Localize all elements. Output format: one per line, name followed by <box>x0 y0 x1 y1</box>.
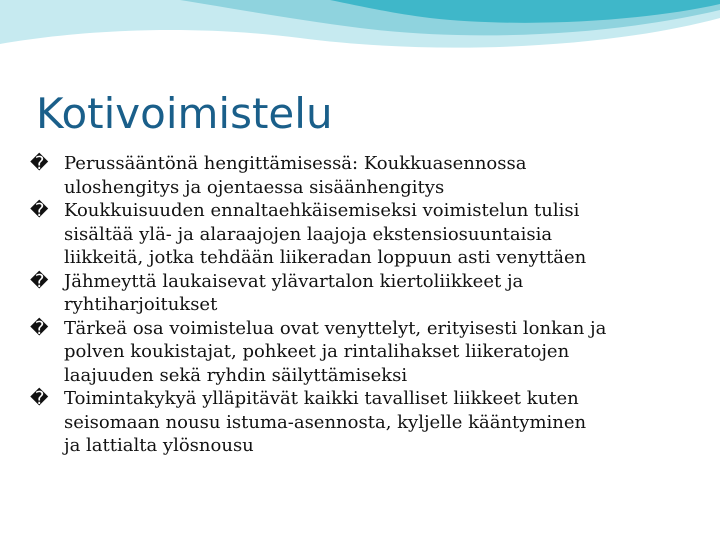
bullet-item <box>30 270 690 317</box>
bullet-marker-icon: � <box>30 270 49 292</box>
slide-title: Kotivoimistelu <box>36 89 333 138</box>
bullet-item <box>30 152 690 199</box>
bullet-item <box>30 199 690 270</box>
bullet-marker-icon: � <box>30 200 49 221</box>
bullet-text: Koukkuisuuden ennaltaehkäisemiseksi voimistelun tulisi sisältää ylä- ja alaraajojen laajoja ekstensiosuuntaisia liikkeitä, jotka tehdään liikeradan loppuun asti venyttäen <box>64 200 587 268</box>
bullet-list <box>30 152 690 458</box>
bullet-marker-icon: � <box>30 388 49 409</box>
bullet-marker-icon: � <box>30 317 49 339</box>
bullet-text: Toimintakykyä ylläpitävät kaikki tavalliset liikkeet kuten seisomaan nousu istuma-asennosta, kyljelle kääntyminen ja lattialta ylösnousu <box>64 388 587 456</box>
bullet-item <box>30 317 690 388</box>
bullet-text: Perussääntönä hengittämisessä: Koukkuasennossa uloshengitys ja ojentaessa sisäänhengitys <box>64 153 527 198</box>
bullet-text: Jähmeyttä laukaisevat ylävartalon kiertoliikkeet ja ryhtiharjoitukset <box>64 270 524 315</box>
bullet-text: Tärkeä osa voimistelua ovat venyttelyt, erityisesti lonkan ja polven koukistajat, pohkeet ja rintalihakset liikeratojen laajuuden sekä ryhdin säilyttämiseksi <box>64 317 607 386</box>
decorative-wave-banner <box>0 0 720 70</box>
bullet-item <box>30 387 690 458</box>
bullet-marker-icon: � <box>30 153 49 174</box>
